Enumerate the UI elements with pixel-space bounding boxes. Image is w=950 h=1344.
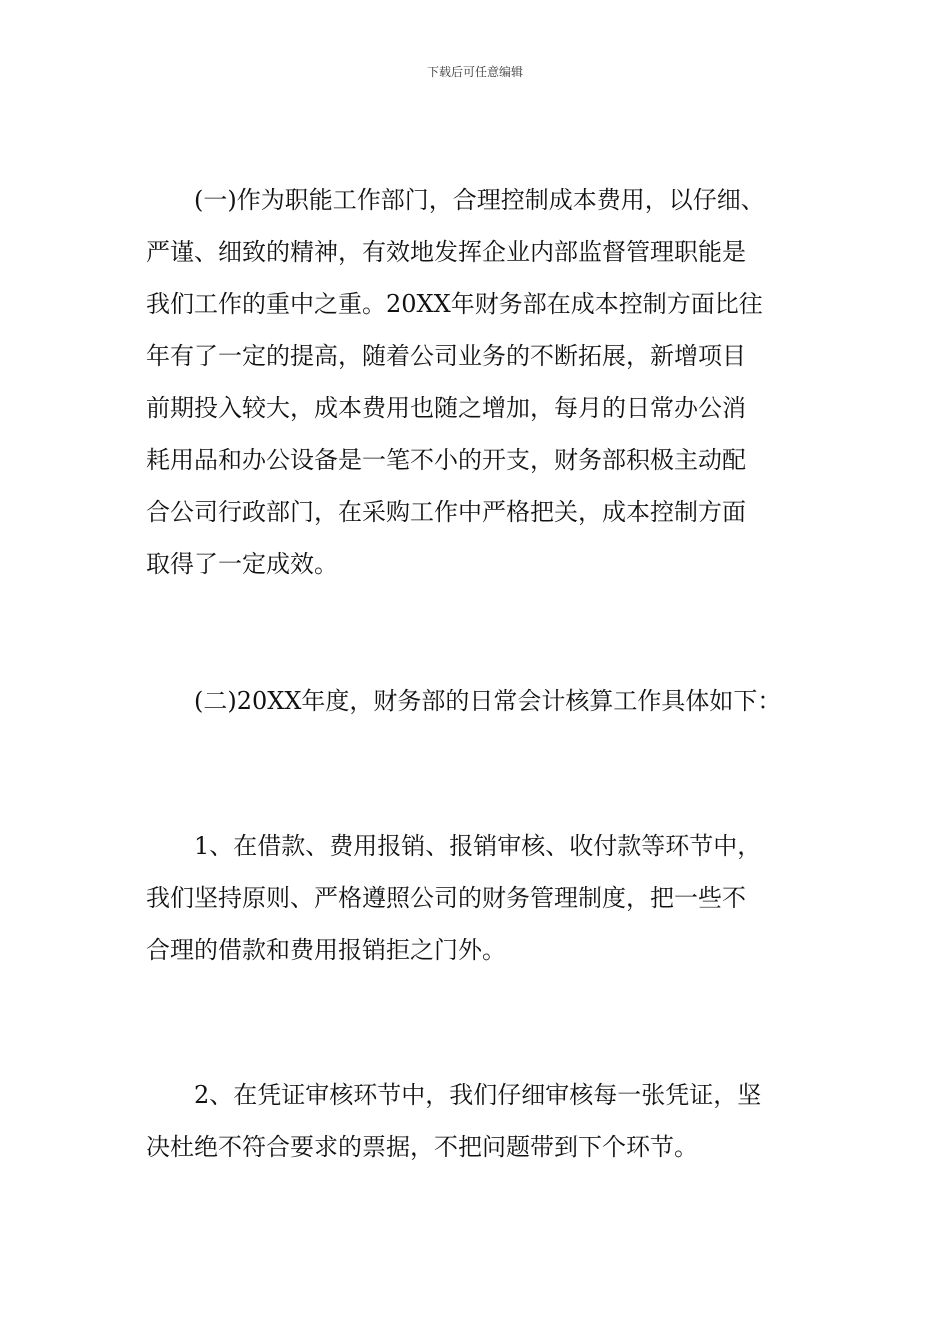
paragraph-line: 我们工作的重中之重。20XX年财务部在成本控制方面比往: [146, 290, 763, 318]
paragraph-item-2: [146, 1069, 816, 1173]
paragraph-line: 我们坚持原则、严格遵照公司的财务管理制度，把一些不: [146, 884, 746, 912]
paragraph-accounting-intro: [146, 675, 816, 727]
paragraph-line: 2、在凭证审核环节中，我们仔细审核每一张凭证，坚: [146, 1081, 762, 1109]
paragraph-line: (二)20XX年度，财务部的日常会计核算工作具体如下：: [146, 687, 782, 715]
paragraph-line: 1、在借款、费用报销、报销审核、收付款等环节中，: [146, 832, 762, 860]
paragraph-line: (一)作为职能工作部门，合理控制成本费用，以仔细、: [146, 186, 765, 214]
paragraph-line: 合公司行政部门，在采购工作中严格把关，成本控制方面: [146, 498, 746, 526]
paragraph-line: 决杜绝不符合要求的票据，不把问题带到下个环节。: [146, 1133, 698, 1161]
paragraph-item-1: [146, 820, 816, 976]
paragraph-line: 取得了一定成效。: [146, 550, 338, 578]
paragraph-line: 前期投入较大，成本费用也随之增加，每月的日常办公消: [146, 394, 746, 422]
paragraph-cost-control: [146, 174, 816, 590]
paragraph-line: 耗用品和办公设备是一笔不小的开支，财务部积极主动配: [146, 446, 746, 474]
paragraph-line: 严谨、细致的精神，有效地发挥企业内部监督管理职能是: [146, 238, 746, 266]
header-note: 下载后可任意编辑: [426, 65, 523, 79]
paragraph-line: 合理的借款和费用报销拒之门外。: [146, 936, 506, 964]
paragraph-line: 年有了一定的提高，随着公司业务的不断拓展，新增项目: [146, 342, 746, 370]
